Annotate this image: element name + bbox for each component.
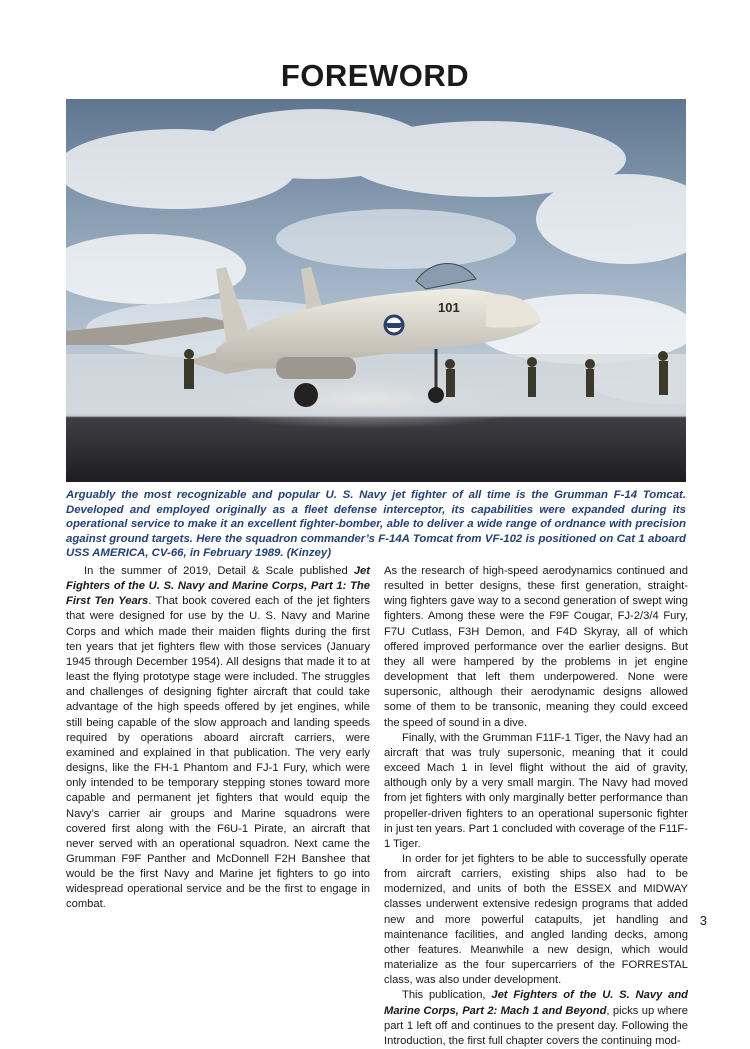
paragraph: This publication, Jet Fighters of the U. S. Navy and Marine Corps, Part 2: Mach 1 and Beyond, picks up where part 1 left off and continues to the present day. Following the Introduction, the first full chapter covers the continuing mod- <box>384 989 688 1047</box>
paragraph-continued: As the research of high-speed aerodynamics continued and resulted in better designs, these first generation, straight-wing fighters gave way to a second generation of swept wing fighters. Among these were the F9F Cougar, FJ-2/3/4 Fury, F7U Cutlass, F3H Demon, and F4D Skyray, all of which offered improved performance over the earlier designs. But they all were hampered by the problems in jet engine development that left them underpowered. None were supersonic, although their aerodynamic designs allowed some of them to be transonic, meaning they could exceed the speed of sound in a dive. <box>384 565 688 729</box>
text-column-left <box>66 564 370 913</box>
paragraph: In order for jet fighters to be able to successfully operate from aircraft carriers, existing ships also had to be modernized, and units of both the ESSEX and MIDWAY classes underwent extensive redesign programs that added new and more powerful catapults, jet handling and maintenance facilities, and angled landing decks, among other features. Meanwhile a new design, which would materialize as the four supercarriers of the FORRESTAL class, was also under development. <box>384 852 688 987</box>
page-number: 3 <box>699 913 707 928</box>
tail-number: 101 <box>438 300 460 315</box>
paragraph: In the summer of 2019, Detail & Scale published Jet Fighters of the U. S. Navy and Marine Corps, Part 1: The First Ten Years. That book covered each of the jet fighters that were designed for use by the U. S. Navy and Marine Corps and which made their maiden flights during the first ten years that jet fighters flew with those services (January 1945 through December 1954). All designs that made it to at least the flying prototype stage were included. The struggles and challenges of designing fighter aircraft that could take advantage of the high speeds offered by jet engines, while still being capable of the slow approach and landing speeds required by operations aboard aircraft carriers, were examined and explained in that publication. The very early designs, like the FH-1 Phantom and FJ-1 Fury, which were only intended to be temporary stepping stones toward more capable and permanent jet fighters that would equip the Navy’s carrier air groups and Marine squadrons were covered first along with the F6U-1 Pirate, an aircraft that never served with an operational squadron. Next came the Grumman F9F Panther and McDonnell F2H Banshee that would be the first Navy and Marine jet fighters to go into widespread operational service and be the first to engage in combat. <box>66 565 370 911</box>
page-title: FOREWORD <box>280 58 470 93</box>
paragraph: Finally, with the Grumman F11F-1 Tiger, the Navy had an aircraft that was truly supersonic, meaning that it could exceed Mach 1 in level flight without the aid of gravity, although only by a very small margin. The Navy had moved from jet fighters with only marginally better performance than propeller-driven fighters to an operational supersonic fighter in just ten years. Part 1 concluded with coverage of the F11F-1 Tiger. <box>384 731 688 850</box>
photo-caption: Arguably the most recognizable and popular U. S. Navy jet fighter of all time is the Grumman F-14 Tomcat. Developed and employed originally as a fleet defense interceptor, its capabilities were expanded during its operational service to make it an excellent fighter-bomber, able to deliver a wide range of ordnance with precision against ground targets. Here the squadron commander’s F-14A Tomcat from VF-102 is positioned on Cat 1 aboard USS AMERICA, CV-66, in February 1989. (Kinzey) <box>66 489 686 560</box>
f14-tomcat-photo <box>66 99 686 482</box>
book-title: Jet Fighters of the U. S. Navy and Marine Corps, Part 1: The First Ten Years <box>66 565 370 608</box>
book-title: Jet Fighters of the U. S. Navy and Marine Corps, Part 2: Mach 1 and Beyond <box>384 989 688 1017</box>
text-column-right <box>384 564 688 1049</box>
